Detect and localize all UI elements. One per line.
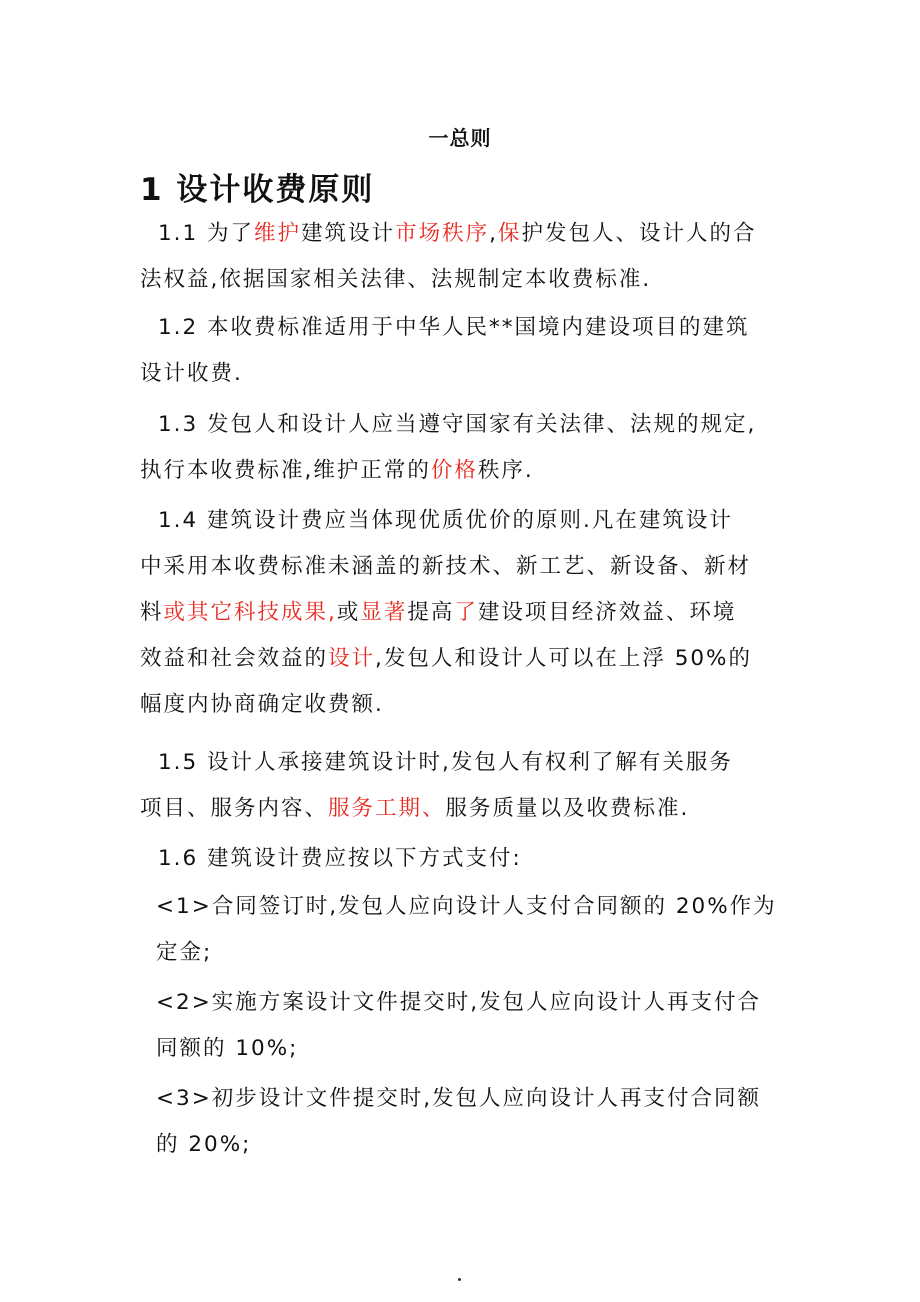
highlight-text: 市场秩序: [395, 221, 490, 246]
chapter-title: 一总则: [428, 126, 492, 150]
paragraph-line: 1.4 建筑设计费应当体现优质优价的原则.凡在建筑设计: [158, 508, 733, 533]
page-footer-dot: [458, 1278, 461, 1281]
paragraph-line: 1.1 为了维护建筑设计市场秩序,保护发包人、设计人的合: [158, 221, 757, 246]
section-heading: 1 设计收费原则: [140, 172, 375, 208]
paragraph-line: <2>实施方案设计文件提交时,发包人应向设计人再支付合: [156, 990, 762, 1015]
paragraph-line: 1.5 设计人承接建筑设计时,发包人有权利了解有关服务: [158, 750, 733, 775]
paragraph-1-2: [140, 305, 785, 397]
highlight-text: 服务工期、: [328, 796, 446, 821]
paragraph-1-3: [140, 402, 785, 494]
paragraph-line: 1.2 本收费标准适用于中华人民**国境内建设项目的建筑: [158, 315, 750, 340]
paragraph-1-4: [140, 498, 785, 728]
paragraph-line: 1.3 发包人和设计人应当遵守国家有关法律、法规的规定,: [158, 412, 757, 437]
paragraph-line: 执行本收费标准,维护正常的价格秩序.: [140, 458, 534, 483]
paragraph-line: 设计收费.: [140, 361, 243, 386]
highlight-text: 维护: [254, 221, 302, 246]
highlight-text: 保: [497, 221, 522, 246]
highlight-text: 了: [454, 600, 478, 625]
paragraph-1-5: [140, 740, 785, 832]
paragraph-line: 法权益,依据国家相关法律、法规制定本收费标准.: [140, 267, 652, 292]
paragraph-line: 项目、服务内容、服务工期、服务质量以及收费标准.: [140, 796, 690, 821]
paragraph-line: <1>合同签订时,发包人应向设计人支付合同额的 20%作为: [156, 894, 777, 919]
paragraph-line: 幅度内协商确定收费额.: [140, 692, 384, 717]
highlight-text: 价格: [430, 458, 478, 483]
paragraph-1-6: [140, 836, 785, 882]
paragraph-line: 的 20%;: [156, 1132, 252, 1157]
paragraph-1-1: [140, 211, 785, 303]
highlight-text: 显著: [360, 600, 408, 625]
paragraph-line: <3>初步设计文件提交时,发包人应向设计人再支付合同额: [156, 1086, 762, 1111]
paragraph-line: 同额的 10%;: [156, 1036, 299, 1061]
payment-item-3: [156, 1076, 786, 1168]
paragraph-line: 料或其它科技成果,或显著提高了建设项目经济效益、环境: [140, 600, 737, 625]
paragraph-line: 1.6 建筑设计费应按以下方式支付:: [158, 846, 522, 871]
paragraph-line: 定金;: [156, 940, 213, 965]
paragraph-line: 中采用本收费标准未涵盖的新技术、新工艺、新设备、新材: [140, 554, 752, 579]
payment-item-1: [156, 884, 786, 976]
paragraph-line: 效益和社会效益的设计,发包人和设计人可以在上浮 50%的: [140, 646, 752, 671]
highlight-text: 设计: [328, 646, 376, 671]
payment-item-2: [156, 980, 786, 1072]
highlight-text: 或其它科技成果,: [163, 600, 337, 625]
